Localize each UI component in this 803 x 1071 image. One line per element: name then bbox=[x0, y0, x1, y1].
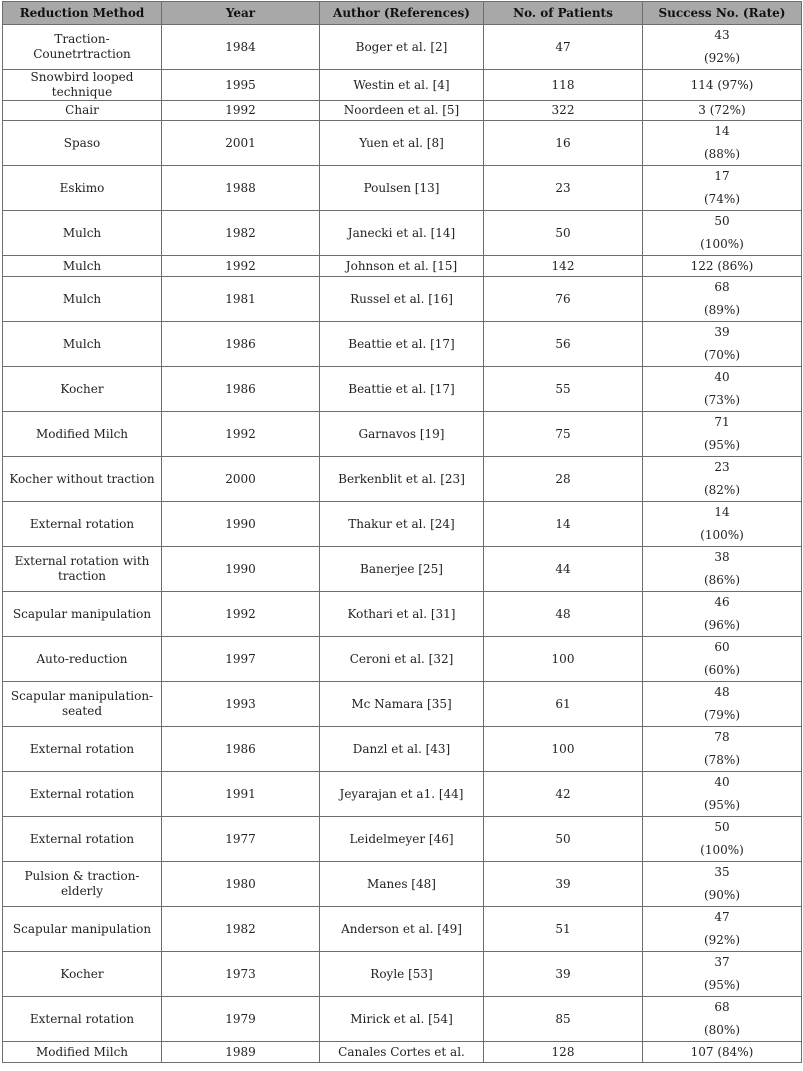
cell-method: Auto-reduction bbox=[3, 637, 162, 682]
table-row bbox=[3, 121, 802, 166]
cell-patients: 118 bbox=[484, 70, 643, 101]
cell-success bbox=[643, 25, 802, 70]
cell-year: 1990 bbox=[162, 547, 320, 592]
cell-success: 122 (86%) bbox=[643, 256, 802, 277]
cell-success bbox=[643, 817, 802, 862]
success-count: 39 bbox=[714, 325, 730, 339]
cell-year: 1990 bbox=[162, 502, 320, 547]
cell-method: Kocher bbox=[3, 367, 162, 412]
cell-year: 2001 bbox=[162, 121, 320, 166]
success-rate: (78%) bbox=[703, 753, 741, 767]
cell-year: 1997 bbox=[162, 637, 320, 682]
cell-method: Modified Milch bbox=[3, 1042, 162, 1063]
cell-method: Pulsion & traction-elderly bbox=[3, 862, 162, 907]
cell-year: 1992 bbox=[162, 592, 320, 637]
header-reduction-method: Reduction Method bbox=[3, 2, 162, 25]
cell-success bbox=[643, 322, 802, 367]
cell-patients: 55 bbox=[484, 367, 643, 412]
cell-method: Mulch bbox=[3, 322, 162, 367]
cell-author: Royle [53] bbox=[320, 952, 484, 997]
success-rate: (100%) bbox=[700, 237, 744, 251]
cell-success bbox=[643, 592, 802, 637]
cell-author: Garnavos [19] bbox=[320, 412, 484, 457]
cell-year: 1992 bbox=[162, 256, 320, 277]
success-rate: (95%) bbox=[703, 978, 741, 992]
success-rate: (96%) bbox=[703, 618, 741, 632]
table-row bbox=[3, 256, 802, 277]
cell-author: Mirick et al. [54] bbox=[320, 997, 484, 1042]
cell-year: 1993 bbox=[162, 682, 320, 727]
cell-author: Janecki et al. [14] bbox=[320, 211, 484, 256]
cell-patients: 51 bbox=[484, 907, 643, 952]
cell-author: Berkenblit et al. [23] bbox=[320, 457, 484, 502]
table-row bbox=[3, 547, 802, 592]
cell-method: Mulch bbox=[3, 256, 162, 277]
cell-success bbox=[643, 907, 802, 952]
cell-author: Johnson et al. [15] bbox=[320, 256, 484, 277]
success-rate: (82%) bbox=[703, 483, 741, 497]
cell-author: Danzl et al. [43] bbox=[320, 727, 484, 772]
success-count: 43 bbox=[714, 28, 730, 42]
cell-year: 1984 bbox=[162, 25, 320, 70]
cell-success: 3 (72%) bbox=[643, 101, 802, 121]
table-row bbox=[3, 457, 802, 502]
cell-method: External rotation bbox=[3, 772, 162, 817]
table-row bbox=[3, 101, 802, 121]
cell-success bbox=[643, 166, 802, 211]
success-rate: (88%) bbox=[703, 147, 741, 161]
cell-author: Yuen et al. [8] bbox=[320, 121, 484, 166]
cell-year: 1982 bbox=[162, 907, 320, 952]
cell-year: 1992 bbox=[162, 412, 320, 457]
success-count: 48 bbox=[714, 685, 730, 699]
reduction-methods-table bbox=[2, 1, 802, 1063]
cell-patients: 16 bbox=[484, 121, 643, 166]
cell-patients: 100 bbox=[484, 727, 643, 772]
cell-author: Ceroni et al. [32] bbox=[320, 637, 484, 682]
success-rate: (80%) bbox=[703, 1023, 741, 1037]
cell-success bbox=[643, 862, 802, 907]
success-rate: (79%) bbox=[703, 708, 741, 722]
success-count: 46 bbox=[714, 595, 730, 609]
cell-year: 1991 bbox=[162, 772, 320, 817]
success-rate: (92%) bbox=[703, 933, 741, 947]
cell-patients: 322 bbox=[484, 101, 643, 121]
cell-patients: 50 bbox=[484, 211, 643, 256]
cell-author: Thakur et al. [24] bbox=[320, 502, 484, 547]
cell-patients: 39 bbox=[484, 862, 643, 907]
cell-method: Mulch bbox=[3, 277, 162, 322]
cell-patients: 47 bbox=[484, 25, 643, 70]
cell-year: 1973 bbox=[162, 952, 320, 997]
cell-method: Modified Milch bbox=[3, 412, 162, 457]
cell-success bbox=[643, 121, 802, 166]
cell-year: 1977 bbox=[162, 817, 320, 862]
cell-year: 1986 bbox=[162, 322, 320, 367]
success-count: 17 bbox=[714, 169, 730, 183]
cell-success bbox=[643, 211, 802, 256]
cell-year: 1979 bbox=[162, 997, 320, 1042]
cell-method: Spaso bbox=[3, 121, 162, 166]
table-row bbox=[3, 412, 802, 457]
cell-patients: 48 bbox=[484, 592, 643, 637]
cell-patients: 23 bbox=[484, 166, 643, 211]
table-row bbox=[3, 502, 802, 547]
cell-patients: 28 bbox=[484, 457, 643, 502]
table-header-row bbox=[3, 2, 802, 25]
cell-success bbox=[643, 457, 802, 502]
table-row bbox=[3, 682, 802, 727]
cell-author: Banerjee [25] bbox=[320, 547, 484, 592]
cell-patients: 44 bbox=[484, 547, 643, 592]
cell-method: External rotation bbox=[3, 997, 162, 1042]
table-row bbox=[3, 637, 802, 682]
cell-success bbox=[643, 502, 802, 547]
cell-year: 1995 bbox=[162, 70, 320, 101]
table-row bbox=[3, 277, 802, 322]
cell-success bbox=[643, 727, 802, 772]
header-year: Year bbox=[162, 2, 320, 25]
cell-author: Noordeen et al. [5] bbox=[320, 101, 484, 121]
success-rate: (100%) bbox=[700, 528, 744, 542]
cell-patients: 50 bbox=[484, 817, 643, 862]
cell-year: 1986 bbox=[162, 367, 320, 412]
cell-method: Traction-Counetrtraction bbox=[3, 25, 162, 70]
cell-author: Manes [48] bbox=[320, 862, 484, 907]
table-row bbox=[3, 727, 802, 772]
table-body bbox=[3, 25, 802, 1063]
cell-method: Kocher without traction bbox=[3, 457, 162, 502]
success-count: 40 bbox=[714, 775, 730, 789]
cell-patients: 142 bbox=[484, 256, 643, 277]
cell-success bbox=[643, 277, 802, 322]
table-row bbox=[3, 322, 802, 367]
cell-success bbox=[643, 637, 802, 682]
cell-success: 114 (97%) bbox=[643, 70, 802, 101]
cell-method: External rotation bbox=[3, 502, 162, 547]
cell-patients: 42 bbox=[484, 772, 643, 817]
success-count: 60 bbox=[714, 640, 730, 654]
success-rate: (95%) bbox=[703, 438, 741, 452]
success-rate: (92%) bbox=[703, 51, 741, 65]
header-author: Author (References) bbox=[320, 2, 484, 25]
cell-author: Westin et al. [4] bbox=[320, 70, 484, 101]
cell-method: Chair bbox=[3, 101, 162, 121]
header-patients: No. of Patients bbox=[484, 2, 643, 25]
cell-patients: 56 bbox=[484, 322, 643, 367]
success-count: 23 bbox=[714, 460, 730, 474]
cell-method: Scapular manipulation bbox=[3, 907, 162, 952]
table-row bbox=[3, 862, 802, 907]
table-row bbox=[3, 997, 802, 1042]
success-rate: (90%) bbox=[703, 888, 741, 902]
cell-year: 1980 bbox=[162, 862, 320, 907]
success-count: 50 bbox=[714, 214, 730, 228]
success-count: 68 bbox=[714, 280, 730, 294]
success-rate: (95%) bbox=[703, 798, 741, 812]
cell-method: Snowbird looped technique bbox=[3, 70, 162, 101]
cell-success: 107 (84%) bbox=[643, 1042, 802, 1063]
success-rate: (60%) bbox=[703, 663, 741, 677]
cell-success bbox=[643, 367, 802, 412]
table-row bbox=[3, 25, 802, 70]
success-count: 78 bbox=[714, 730, 730, 744]
success-rate: (74%) bbox=[703, 192, 741, 206]
cell-success bbox=[643, 997, 802, 1042]
cell-patients: 14 bbox=[484, 502, 643, 547]
cell-author: Poulsen [13] bbox=[320, 166, 484, 211]
cell-year: 1988 bbox=[162, 166, 320, 211]
success-count: 38 bbox=[714, 550, 730, 564]
success-count: 35 bbox=[714, 865, 730, 879]
table-row bbox=[3, 1042, 802, 1063]
cell-method: External rotation bbox=[3, 727, 162, 772]
cell-author: Russel et al. [16] bbox=[320, 277, 484, 322]
success-count: 50 bbox=[714, 820, 730, 834]
table-row bbox=[3, 592, 802, 637]
cell-year: 1981 bbox=[162, 277, 320, 322]
cell-author: Boger et al. [2] bbox=[320, 25, 484, 70]
success-rate: (70%) bbox=[703, 348, 741, 362]
success-rate: (73%) bbox=[703, 393, 741, 407]
cell-success bbox=[643, 682, 802, 727]
success-count: 14 bbox=[714, 124, 730, 138]
cell-success bbox=[643, 547, 802, 592]
table-row bbox=[3, 952, 802, 997]
table-row bbox=[3, 367, 802, 412]
table-row bbox=[3, 70, 802, 101]
success-count: 40 bbox=[714, 370, 730, 384]
cell-method: Kocher bbox=[3, 952, 162, 997]
success-rate: (86%) bbox=[703, 573, 741, 587]
cell-year: 1982 bbox=[162, 211, 320, 256]
header-success: Success No. (Rate) bbox=[643, 2, 802, 25]
cell-method: Eskimo bbox=[3, 166, 162, 211]
success-count: 71 bbox=[714, 415, 730, 429]
cell-success bbox=[643, 772, 802, 817]
success-count: 47 bbox=[714, 910, 730, 924]
cell-patients: 61 bbox=[484, 682, 643, 727]
cell-patients: 75 bbox=[484, 412, 643, 457]
cell-year: 1992 bbox=[162, 101, 320, 121]
success-rate: (89%) bbox=[703, 303, 741, 317]
table-row bbox=[3, 211, 802, 256]
cell-author: Anderson et al. [49] bbox=[320, 907, 484, 952]
cell-patients: 100 bbox=[484, 637, 643, 682]
cell-year: 1986 bbox=[162, 727, 320, 772]
cell-method: External rotation bbox=[3, 817, 162, 862]
table-row bbox=[3, 907, 802, 952]
cell-success bbox=[643, 952, 802, 997]
cell-success bbox=[643, 412, 802, 457]
cell-author: Beattie et al. [17] bbox=[320, 322, 484, 367]
table-row bbox=[3, 772, 802, 817]
cell-method: Mulch bbox=[3, 211, 162, 256]
success-count: 68 bbox=[714, 1000, 730, 1014]
cell-method: Scapular manipulation bbox=[3, 592, 162, 637]
cell-method: External rotation with traction bbox=[3, 547, 162, 592]
cell-patients: 39 bbox=[484, 952, 643, 997]
cell-author: Mc Namara [35] bbox=[320, 682, 484, 727]
cell-method: Scapular manipulation-seated bbox=[3, 682, 162, 727]
cell-year: 1989 bbox=[162, 1042, 320, 1063]
cell-author: Jeyarajan et a1. [44] bbox=[320, 772, 484, 817]
success-count: 37 bbox=[714, 955, 730, 969]
cell-patients: 76 bbox=[484, 277, 643, 322]
table-row bbox=[3, 817, 802, 862]
cell-author: Canales Cortes et al. bbox=[320, 1042, 484, 1063]
cell-patients: 85 bbox=[484, 997, 643, 1042]
success-count: 14 bbox=[714, 505, 730, 519]
success-rate: (100%) bbox=[700, 843, 744, 857]
table-row bbox=[3, 166, 802, 211]
cell-author: Leidelmeyer [46] bbox=[320, 817, 484, 862]
cell-patients: 128 bbox=[484, 1042, 643, 1063]
cell-author: Beattie et al. [17] bbox=[320, 367, 484, 412]
cell-author: Kothari et al. [31] bbox=[320, 592, 484, 637]
cell-year: 2000 bbox=[162, 457, 320, 502]
